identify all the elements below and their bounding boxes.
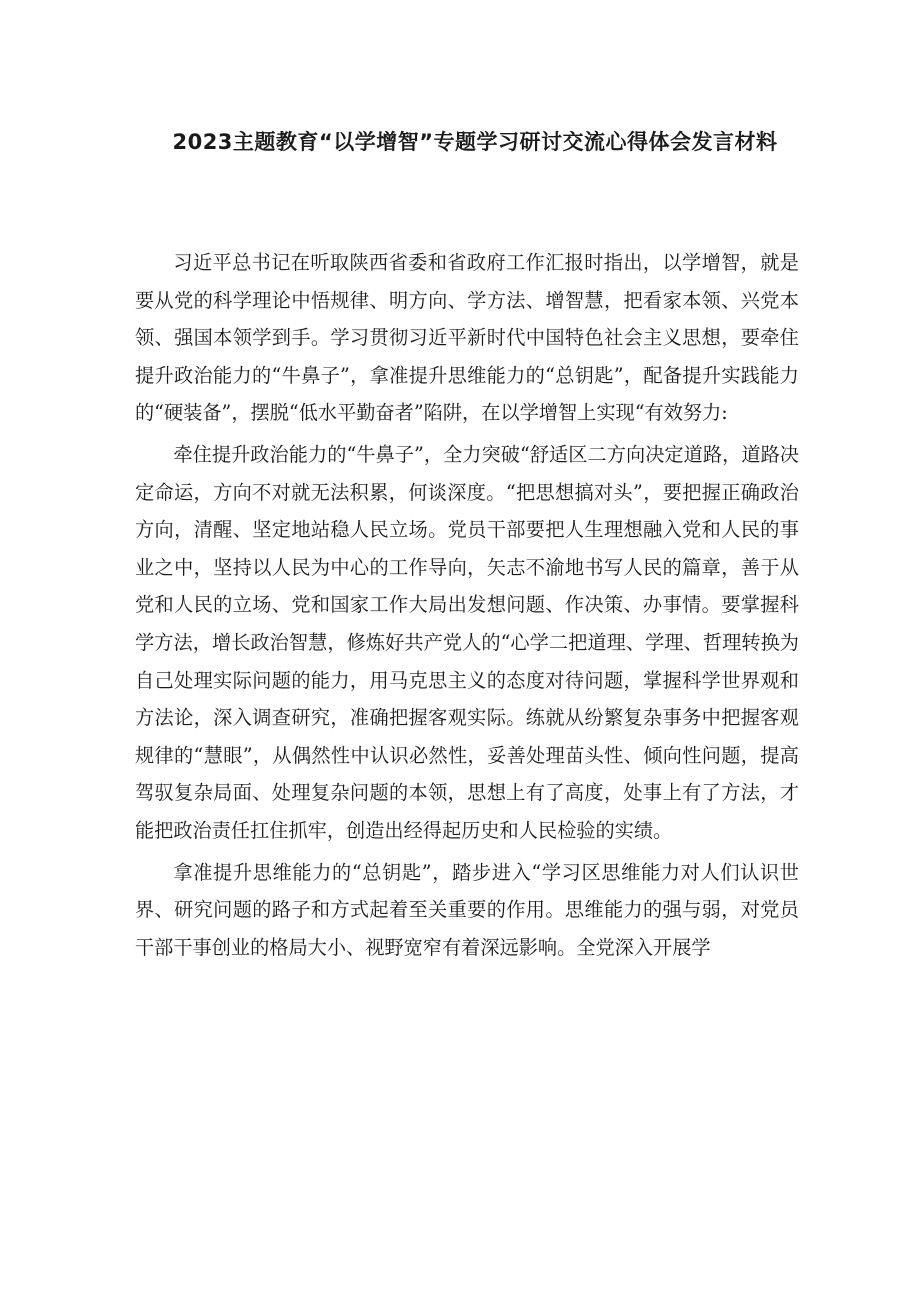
paragraph-political-ability: 牵住提升政治能力的“牛鼻子”，全力突破“舒适区二方向决定道路，道路决定命运，方向不对就无法积累，何谈深度。“把思想搞对头”，要把握正确政治方向，清醒、坚定地站稳人民立场。党员干部要把人生理想融入党和人民的事业之中，坚持以人民为中心的工作导向，矢志不渝地书写人民的篇章，善于从党和人民的立场、党和国家工作大局出发想问题、作决策、办事情。要掌握科学方法，增长政治智慧，修炼好共产党人的“心学二把道理、学理、哲理转换为自己处理实际问题的能力，用马克思主义的态度对待问题，掌握科学世界观和方法论，深入调查研究，准确把握客观实际。练就从纷繁复杂事务中把握客观规律的“慧眼”，从偶然性中认识必然性，妥善处理苗头性、倾向性问题，提高驾驭复杂局面、处理复杂问题的本领，思想上有了高度，处事上有了方法，才能把政治责任扛住抓牢，创造出经得起历史和人民检验的实绩。 bbox=[135, 442, 799, 842]
paragraph-intro: 习近平总书记在听取陕西省委和省政府工作汇报时指出，以学增智，就是要从党的科学理论中悟规律、明方向、学方法、增智慧，把看家本领、兴党本领、强国本领学到手。学习贯彻习近平新时代中国特色社会主义思想，要牵住提升政治能力的“牛鼻子”，拿准提升思维能力的“总钥匙”，配备提升实践能力的“硬装备”，摆脱“低水平勤奋者”陷阱，在以学增智上实现“有效努力: bbox=[135, 251, 799, 425]
document-body bbox=[135, 244, 799, 970]
document-title: 2023主题教育“以学增智”专题学习研讨交流心得体会发言材料 bbox=[172, 130, 778, 154]
paragraph-thinking-ability: 拿准提升思维能力的“总钥匙”，踏步进入“学习区思维能力对人们认识世界、研究问题的路子和方式起着至关重要的作用。思维能力的强与弱，对党员干部干事创业的格局大小、视野宽窄有着深远影响。全党深入开展学 bbox=[135, 860, 799, 959]
